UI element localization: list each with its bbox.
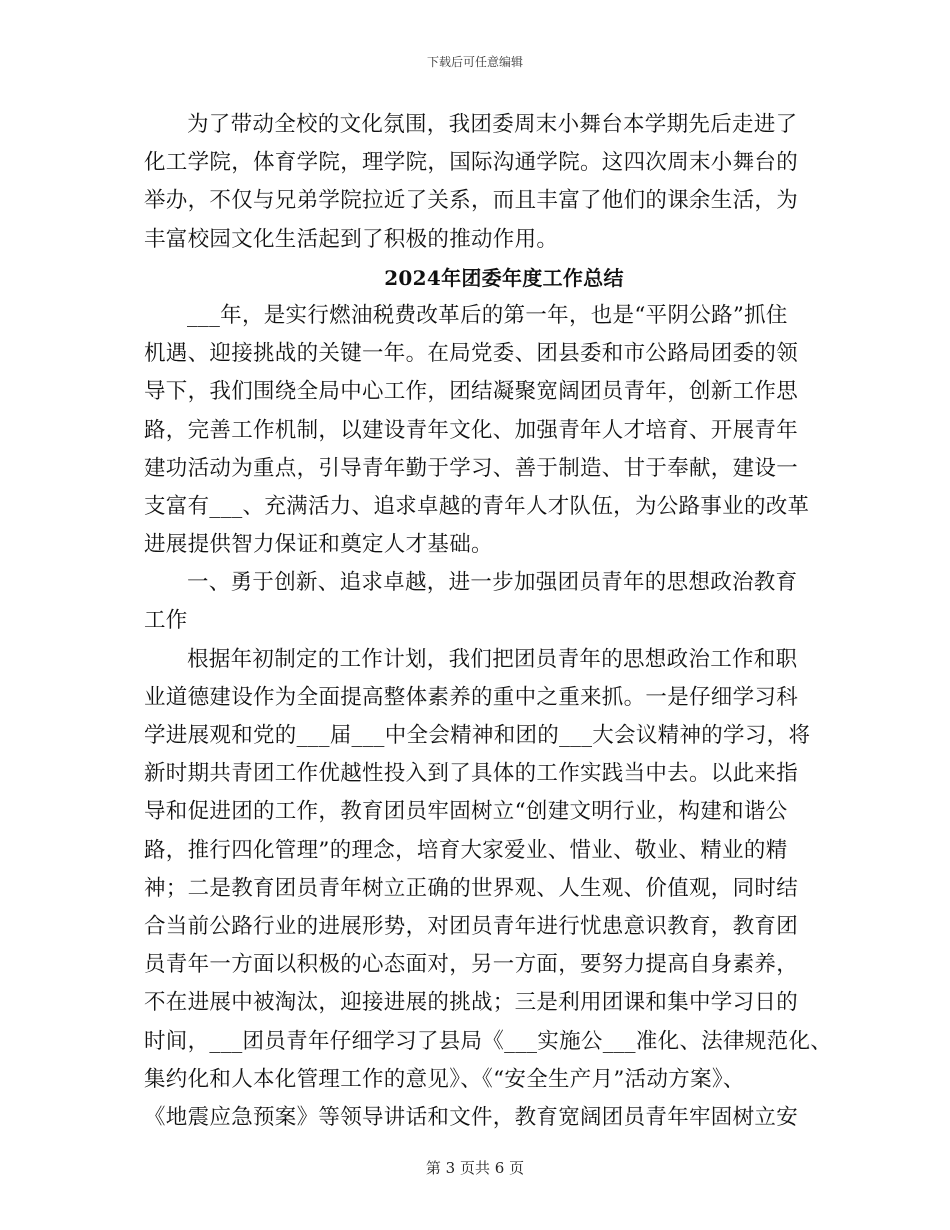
text-line: 不在进展中被淘汰，迎接进展的挑战；三是利用团课和集中学习日的 bbox=[144, 990, 799, 1016]
page-indicator: 第 3 页共 6 页 bbox=[425, 1159, 525, 1177]
text-line: 举办，不仅与兄弟学院拉近了关系，而且丰富了他们的课余生活，为 bbox=[144, 188, 799, 214]
text-line: 合当前公路行业的进展形势，对团员青年进行忧患意识教育，教育团 bbox=[144, 913, 799, 939]
text-line: 机遇、迎接挑战的关键一年。在局党委、团县委和市公路局团委的领 bbox=[144, 341, 799, 367]
text-line: 一、勇于创新、追求卓越，进一步加强团员青年的思想政治教育 bbox=[187, 570, 798, 596]
text-line: 支富有___、充满活力、追求卓越的青年人才队伍，为公路事业的改革 bbox=[144, 493, 810, 519]
text-line: 导下，我们围绕全局中心工作，团结凝聚宽阔团员青年，创新工作思 bbox=[144, 379, 799, 405]
text-line: 新时期共青团工作优越性投入到了具体的工作实践当中去。以此来指 bbox=[144, 761, 799, 787]
text-line: 时间，___团员青年仔细学习了县局《___实施公___准化、法律规范化、 bbox=[144, 1028, 833, 1054]
text-line: 集约化和人本化管理工作的意见》、《“安全生产月”活动方案》、 bbox=[144, 1066, 745, 1092]
text-line: 化工学院，体育学院，理学院，国际沟通学院。这四次周末小舞台的 bbox=[144, 150, 799, 176]
text-line: 神；二是教育团员青年树立正确的世界观、人生观、价值观，同时结 bbox=[144, 875, 799, 901]
text-line: 路，完善工作机制，以建设青年文化、加强青年人才培育、开展青年 bbox=[144, 417, 799, 443]
document-body bbox=[144, 106, 833, 1137]
text-line: 员青年一方面以积极的心态面对，另一方面，要努力提高自身素养， bbox=[144, 952, 799, 978]
text-line: 根据年初制定的工作计划，我们把团员青年的思想政治工作和职 bbox=[187, 646, 798, 672]
text-line: 工作 bbox=[144, 608, 188, 634]
text-line: ___年，是实行燃油税费改革后的第一年，也是“平阴公路”抓住 bbox=[187, 302, 788, 328]
text-line: 为了带动全校的文化氛围，我团委周末小舞台本学期先后走进了 bbox=[187, 112, 798, 137]
text-line: 业道德建设作为全面提高整体素养的重中之重来抓。一是仔细学习科 bbox=[144, 684, 799, 710]
document-title: 2024年团委年度工作总结 bbox=[384, 265, 624, 290]
text-line: 《地震应急预案》等领导讲话和文件，教育宽阔团员青年牢固树立安 bbox=[144, 1104, 799, 1130]
text-line: 建功活动为重点，引导青年勤于学习、善于制造、甘于奉献，建设一 bbox=[144, 455, 799, 481]
header-note: 下载后可任意编辑 bbox=[426, 55, 523, 69]
text-line: 丰富校园文化生活起到了积极的推动作用。 bbox=[144, 226, 559, 252]
text-line: 进展提供智力保证和奠定人才基础。 bbox=[144, 532, 493, 558]
text-line: 路，推行四化管理”的理念，培育大家爱业、惜业、敬业、精业的精 bbox=[144, 837, 788, 863]
text-line: 学进展观和党的___届___中全会精神和团的___大会议精神的学习，将 bbox=[144, 723, 811, 748]
text-line: 导和促进团的工作，教育团员牢固树立“创建文明行业，构建和谐公 bbox=[144, 799, 788, 825]
